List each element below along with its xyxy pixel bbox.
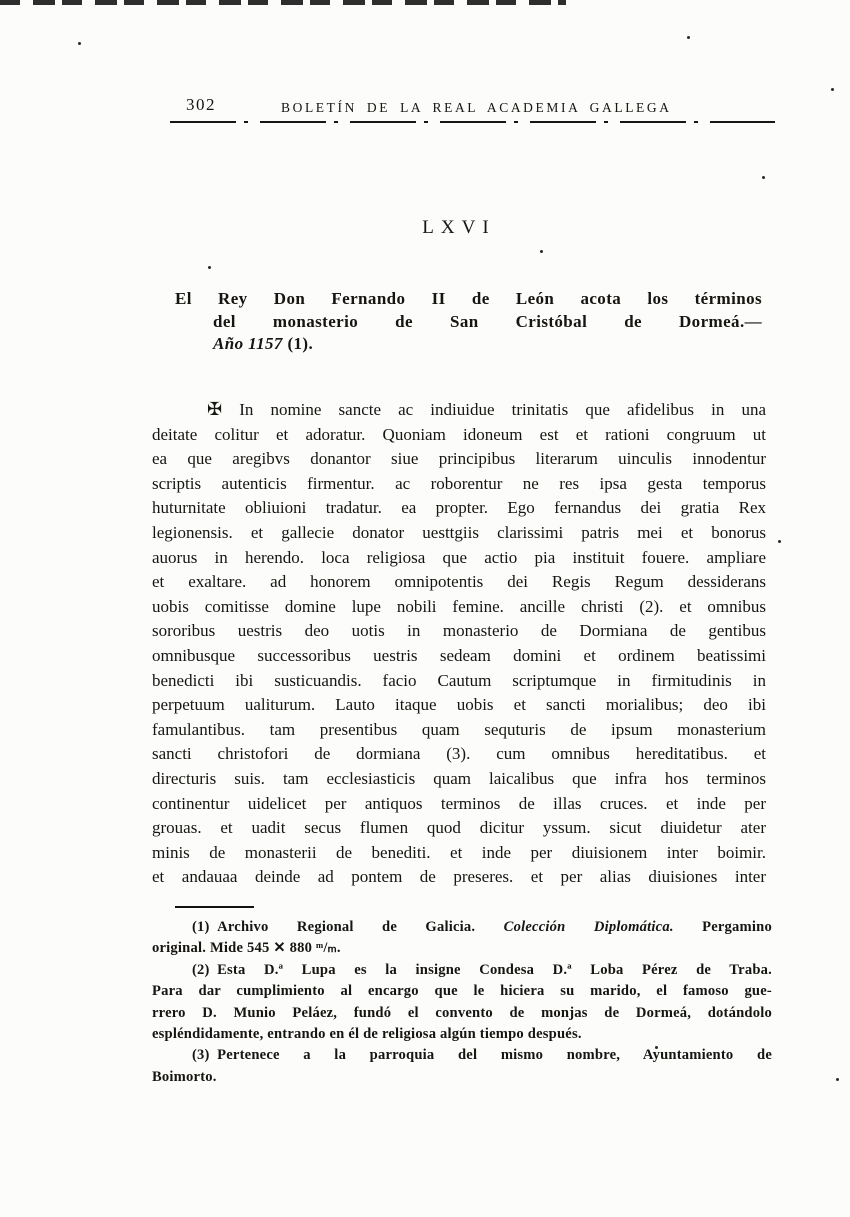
body-line: benedicti ibi susticuandis. facio Cautum scriptumque in firmitudinis in — [152, 670, 766, 690]
journal-header-title: BOLETÍN DE LA REAL ACADEMIA GALLEGA — [281, 100, 672, 115]
scan-speck — [762, 176, 765, 179]
footnote-italic-text: Colección Diplomática. — [503, 919, 674, 935]
body-line: scriptis autenticis firmentur. ac roborentur ne res ipsa gesta temporus — [152, 473, 766, 493]
document-title — [175, 288, 762, 356]
body-line: huturnitate obliuioni tradatur. ea propter. Ego fernandus dei gratia Rex — [152, 498, 766, 518]
body-line: ea que aregibvs donantor siue principibus literarum uinculis innodentur — [152, 449, 766, 469]
footnotes — [152, 917, 772, 1088]
body-line: continentur uidelicet per antiquos terminos de illas cruces. et inde per — [152, 793, 766, 813]
scan-speck — [778, 540, 781, 543]
footnote-separator-rule — [175, 906, 254, 908]
body-line: famulantibus. tam presentibus quam sequturis de ipsum monasterium — [152, 719, 766, 739]
footnote-2-line: espléndidamente, entrando en él de religiosa algún tiempo después. — [152, 1026, 582, 1043]
body-line: grouas. et uadit secus flumen quod dicitur yssum. sicut diuidetur ater — [152, 818, 766, 838]
scan-artifact-top-edge — [0, 0, 566, 5]
scan-speck — [208, 266, 211, 269]
body-line: auorus in herendo. loca religiosa que actio pia instituit fouere. ampliare — [152, 547, 766, 567]
footnote-2-line: Para dar cumplimiento al encargo que le hiciera su marido, el famoso gue- — [152, 983, 772, 1000]
body-line: deitate colitur et adoratur. Quoniam idoneum est et rationi congruum ut — [152, 424, 766, 444]
footnote-2-line: rrero D. Munio Peláez, fundó el convento de monjas de Dormeá, dotándolo — [152, 1004, 772, 1021]
body-line: et andauaa deinde ad pontem de preseres. et per alias diuisiones inter — [152, 867, 766, 887]
body-line: legionensis. et gallecie donator uesttgiis clarissimi patris mei et bonorus — [152, 522, 766, 542]
title-line: del monasterio de San Cristóbal de Dormeá.— — [213, 311, 762, 331]
title-date: Año 1157 — [213, 334, 283, 354]
scan-speck — [836, 1078, 839, 1081]
body-line: minis de monasterii de benediti. et inde per diuisionem inter boimir. — [152, 842, 766, 862]
body-line: sororibus uestris deo uotis in monasterio de Dormiana de gentibus — [152, 621, 766, 641]
footnote-2-line: (2) Esta D.ª Lupa es la insigne Condesa D.ª Loba Pérez de Traba. — [192, 961, 772, 978]
body-line: uobis comitisse domine lupe nobili femine. ancille christi (2). et omnibus — [152, 596, 766, 616]
body-line: et exaltare. ad honorem omnipotentis dei Regis Regum dessiderans — [152, 572, 766, 592]
footnote-1-line — [152, 917, 772, 938]
scan-speck — [540, 250, 543, 253]
title-footnote-ref: (1). — [287, 334, 314, 354]
page-number: 302 — [186, 95, 216, 114]
body-line: directuris suis. tam ecclesiasticis quam laicalibus que infra hos terminos — [152, 768, 766, 788]
footnote-text: Pergamino — [673, 919, 772, 935]
title-line: El Rey Don Fernando II de León acota los términos — [175, 289, 762, 308]
footnote-3-line: Boimorto. — [152, 1068, 217, 1085]
footnote-text: (1) Archivo Regional de Galicia. — [192, 919, 504, 935]
scan-speck — [687, 36, 690, 39]
section-numeral: LXVI — [422, 217, 496, 238]
footnote-3-line: (3) Pertenece a la parroquia del mismo nombre, Ayuntamiento de — [192, 1047, 772, 1064]
body-line: perpetuum ualiturum. Lauto itaque uobis et sancti morialibus; deo ibi — [152, 695, 766, 715]
scan-speck — [831, 88, 834, 91]
scan-speck — [78, 42, 81, 45]
body-line-text: In nomine sancte ac indiuidue trinitatis que afidelibus in una — [239, 400, 767, 419]
body-line — [152, 397, 766, 423]
header-rule — [170, 121, 775, 123]
maltese-cross-icon: ✠ — [207, 399, 223, 419]
charter-body — [152, 397, 766, 890]
body-line: omnibusque successoribus uestris sedeam domini et ordinem beatissimi — [152, 645, 766, 665]
title-date-line — [175, 333, 762, 356]
body-line: sancti christofori de dormiana (3). cum omnibus hereditatibus. et — [152, 744, 766, 764]
footnote-1-line: original. Mide 545 ✕ 880 ᵐ/ₘ. — [152, 940, 341, 957]
